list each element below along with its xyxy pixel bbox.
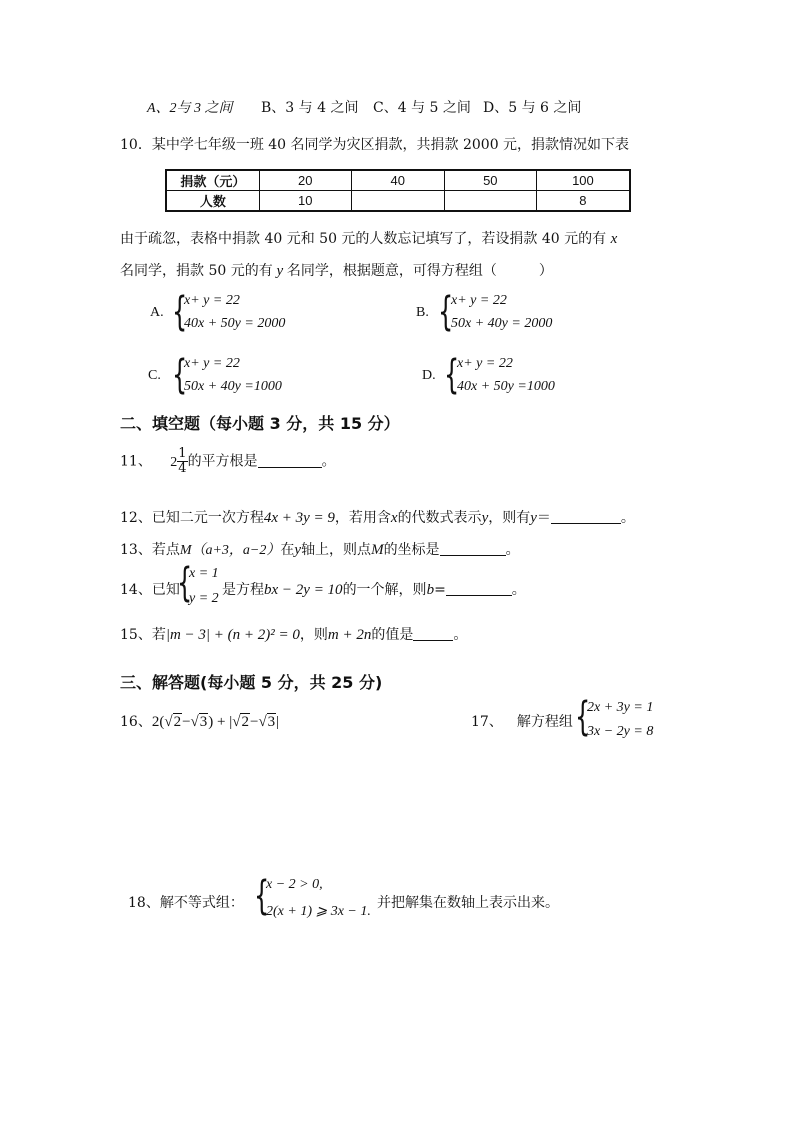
q11: 11、 2 $\frac{1}{4}$ 的平方根是 。 [120,446,336,476]
q10-d-eq1: x+ y = 22 [457,356,513,371]
q10-c-eq1: x+ y = 22 [184,356,240,371]
brace-icon: { [172,289,188,335]
section2-title: 二、填空题（每小题 3 分，共 15 分） [120,414,400,433]
q10-b-eq1: x+ y = 22 [451,293,507,308]
q10-option-d-label: D. [422,368,436,383]
brace-icon: { [254,873,270,919]
table-cell: 20 [259,170,351,191]
q18-rest: 并把解集在数轴上表示出来。 [377,895,559,911]
q10-a-eq2: 40x + 50y = 2000 [184,316,286,331]
q9-option-c: C、4 与 5 之间 [373,100,471,116]
q15-answer-blank[interactable] [413,626,453,641]
table-header-people: 人数 [166,191,259,212]
q9-option-a: A、2与 3 之间 [147,101,233,116]
q18-eq2: 2(x + 1) ⩾ 3x − 1. [266,904,371,919]
q10-option-c-label: C. [148,368,161,383]
q9-option-d: D、5 与 6 之间 [483,100,582,116]
q12-answer-blank[interactable] [551,509,621,524]
table-row [166,170,630,191]
brace-icon: { [172,352,188,398]
q9-option-b: B、3 与 4 之间 [261,100,359,116]
table-row [166,191,630,212]
brace-icon: { [177,560,193,606]
donation-table [165,169,631,212]
q14-eq2: y = 2 [189,591,219,606]
table-cell [351,191,444,212]
table-cell: 10 [259,191,351,212]
brace-icon: { [438,289,454,335]
q12: 12、已知二元一次方程4x + 3y = 9，若用含x的代数式表示y，则有y＝ 。 [120,510,635,526]
section3-title: 三、解答题(每小题 5 分，共 25 分) [120,673,383,692]
q17-prefix: 17、 解方程组 [471,714,573,730]
brace-icon: { [575,694,591,740]
q10-d-eq2: 40x + 50y =1000 [457,379,555,394]
q14-prefix: 14、已知 [120,582,180,598]
q13-answer-blank[interactable] [440,541,506,556]
q17-eq1: 2x + 3y = 1 [587,700,654,715]
brace-icon: { [444,352,460,398]
q10-b-eq2: 50x + 40y = 2000 [451,316,553,331]
table-cell: 8 [536,191,630,212]
table-cell [444,191,536,212]
q16: 16、2(√2−√3) + |√2−√3| [120,714,280,730]
q10-a-eq1: x+ y = 22 [184,293,240,308]
q10-text-line1: 由于疏忽，表格中捐款 40 元和 50 元的人数忘记填写了，若设捐款 40 元的有 x [120,231,618,247]
q10-text-line2: 名同学，捐款 50 元的有 y 名同学，根据题意，可得方程组（ ） [120,263,553,279]
q14-rest: 是方程bx − 2y = 10的一个解，则b= 。 [222,582,526,598]
q17-eq2: 3x − 2y = 8 [587,724,654,739]
table-cell: 40 [351,170,444,191]
q13: 13、若点M（a+3，a−2）在y轴上，则点M的坐标是 。 [120,542,520,558]
q14-eq1: x = 1 [189,566,219,581]
table-cell: 50 [444,170,536,191]
table-cell: 100 [536,170,630,191]
table-header-amount: 捐款（元） [166,170,259,191]
q18-prefix: 18、解不等式组： [128,895,244,911]
fraction: $\frac{1}{4}$ [178,446,187,476]
q11-answer-blank[interactable] [258,453,322,468]
q10-stem: 10．某中学七年级一班 40 名同学为灾区捐款，共捐款 2000 元，捐款情况如下表 [120,137,630,153]
q18-eq1: x − 2 > 0, [266,877,323,892]
q15: 15、若|m − 3| + (n + 2)² = 0，则m + 2n的值是 。 [120,627,468,643]
q14-answer-blank[interactable] [446,581,512,596]
q10-option-a-label: A. [150,305,164,320]
q10-c-eq2: 50x + 40y =1000 [184,379,282,394]
q10-option-b-label: B. [416,305,429,320]
